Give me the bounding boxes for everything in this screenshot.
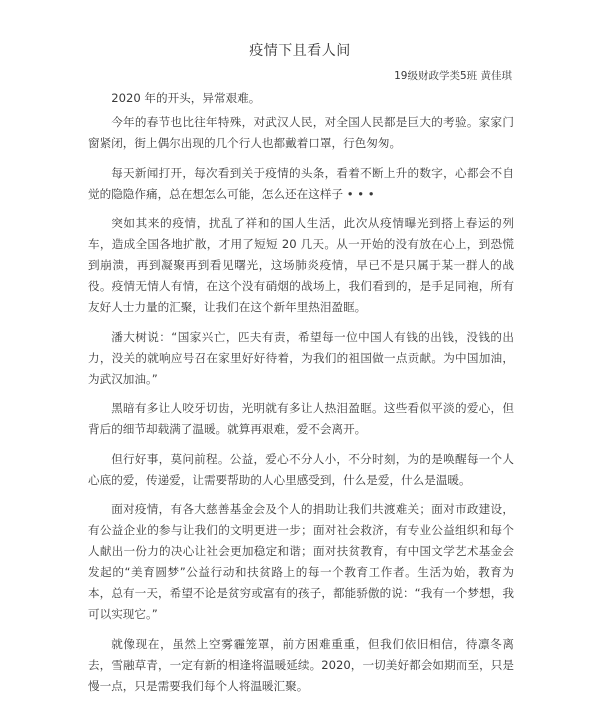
- paragraph: 每天新闻打开，每次看到关于疫情的头条，看着不断上升的数字，心都会不自觉的隐隐作痛，总在想怎么可能，怎么还在这样子 • • •: [88, 165, 514, 201]
- paragraph: 潘大树说：“国家兴亡，匹夫有责，希望每一位中国人有钱的出钱，没钱的出力，没关的就响应号召在家里好好待着，为我们的祖国做一点贡献。为中国加油，为武汉加油。”: [88, 329, 514, 386]
- paragraph: 但行好事，莫问前程。公益，爱心不分人小，不分时刻，为的是唤醒每一个人心底的爱，传递爱，让需要帮助的人心里感受到，什么是爱，什么是温暖。: [88, 451, 514, 487]
- author-line: 19级财政学类5班 黄佳琪: [394, 70, 512, 82]
- paragraph: 突如其来的疫情，扰乱了祥和的国人生活，此次从疫情曝光到搭上春运的列车，造成全国各地扩散，才用了短短 20 几天。从一开始的没有放在心上，到恐慌到崩溃，再到凝聚再到看见曙光，这场肺炎疫情，早已不是只属于某一群人的战役。疫情无情人有情，在这个没有硝烟的战场上，我们看到的，是手足同袍，所有友好人士力量的汇聚，让我们在这个新年里热泪盈眶。: [88, 216, 514, 314]
- paragraph: 就像现在，虽然上空雾霾笼罩，前方困难重重，但我们依旧相信，待凛冬离去，雪融草青，一定有新的相逢将温暖延续。2020，一切美好都会如期而至，只是慢一点，只是需要我们每个人将温暖汇聚。: [88, 636, 514, 693]
- paragraph: 2020 年的开头，异常艰难。: [111, 91, 261, 105]
- paragraph: 面对疫情，有各大慈善基金会及个人的捐助让我们共渡难关；面对市政建设，有公益企业的参与让我们的文明更进一步；面对社会救济，有专业公益组织和每个人献出一份力的决心让社会更加稳定和谐；面对扶贫教育，有中国文学艺术基金会发起的“美育圆梦”公益行动和扶贫路上的每一个教育工作者。生活为始，教育为本，总有一天，希望不论是贫穷或富有的孩子，都能骄傲的说：“我有一个梦想，我可以实现它。”: [88, 502, 514, 621]
- paragraph: 今年的春节也比往年特殊，对武汉人民，对全国人民都是巨大的考验。家家门窗紧闭，街上偶尔出现的几个行人也都戴着口罩，行色匆匆。: [88, 115, 514, 150]
- document-title: 疫情下且看人间: [249, 43, 351, 59]
- document-body: [88, 88, 514, 705]
- paragraph: 黑暗有多让人咬牙切齿，光明就有多让人热泪盈眶。这些看似平淡的爱心，但背后的细节却载满了温暖。就算再艰难，爱不会离开。: [88, 401, 514, 436]
